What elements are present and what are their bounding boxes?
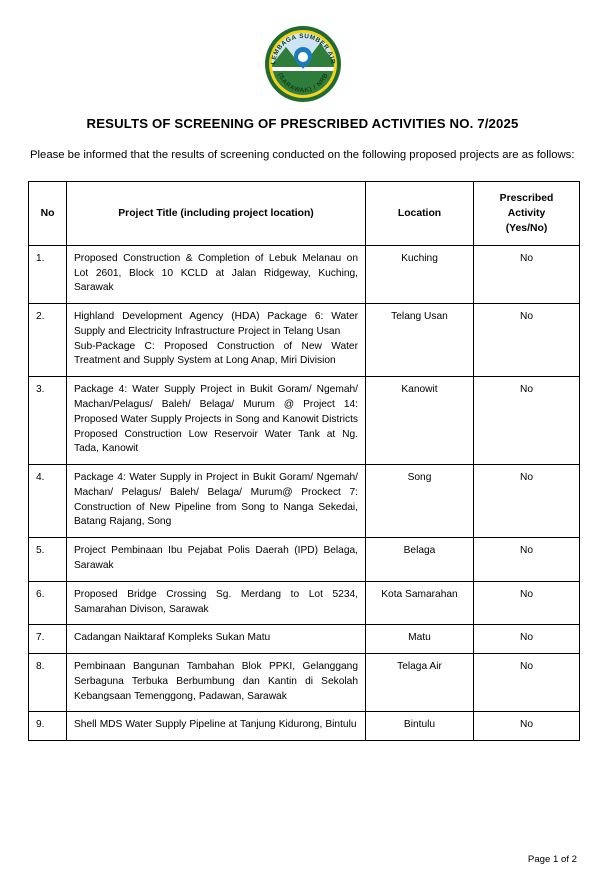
cell-prescribed-activity: No	[474, 304, 580, 377]
cell-no: 2.	[29, 304, 67, 377]
cell-no: 8.	[29, 654, 67, 712]
cell-prescribed-activity: No	[474, 581, 580, 625]
cell-prescribed-activity: No	[474, 538, 580, 582]
cell-project-title-part1: Highland Development Agency (HDA) Package 6: Water Supply and Electricity Infrastructure Project in Telang Usan	[74, 311, 358, 337]
cell-prescribed-activity: No	[474, 465, 580, 538]
cell-no: 5.	[29, 538, 67, 582]
cell-project-title: Package 4: Water Supply in Project in Bukit Goram/ Ngemah/ Machan/ Pelagus/ Baleh/ Belaga/ Murum@ Prockect 7: Construction of New Pipeline from Song to Nanga Sekedai, Batang Rajang, Song	[67, 465, 366, 538]
logo-band-text	[265, 26, 341, 102]
cell-project-title: Proposed Construction & Completion of Lebuk Melanau on Lot 2601, Block 10 KCLD at Jalan Ridgeway, Kuching, Sarawak	[67, 245, 366, 303]
cell-location: Matu	[366, 625, 474, 654]
screening-results-table	[28, 181, 580, 742]
cell-project-title: Project Pembinaan Ibu Pejabat Polis Daerah (IPD) Belaga, Sarawak	[67, 538, 366, 582]
cell-prescribed-activity: No	[474, 712, 580, 741]
column-header-activity-line2: Activity	[507, 207, 546, 219]
column-header-activity-line1: Prescribed	[499, 192, 554, 204]
cell-project-title: Shell MDS Water Supply Pipeline at Tanjung Kidurong, Bintulu	[67, 712, 366, 741]
column-header-prescribed-activity	[474, 181, 580, 245]
cell-prescribed-activity: No	[474, 377, 580, 465]
cell-location: Belaga	[366, 538, 474, 582]
logo-top-text: LEMBAGA SUMBER AIR	[269, 32, 336, 65]
cell-location: Song	[366, 465, 474, 538]
page-footer: Page 1 of 2	[527, 854, 577, 865]
table-row	[29, 581, 580, 625]
cell-prescribed-activity: No	[474, 625, 580, 654]
column-header-activity-line3: (Yes/No)	[505, 222, 548, 234]
column-header-no: No	[29, 181, 67, 245]
table-row	[29, 245, 580, 303]
cell-prescribed-activity: No	[474, 245, 580, 303]
cell-location: Kanowit	[366, 377, 474, 465]
cell-project-title: Pembinaan Bangunan Tambahan Blok PPKI, Gelanggang Serbaguna Terbuka Berbumbung dan Kantin di Sekolah Kebangsaan Temenggong, Padawan, Sarawak	[67, 654, 366, 712]
cell-no: 1.	[29, 245, 67, 303]
table-body	[29, 245, 580, 741]
table-row	[29, 465, 580, 538]
cell-project-title-part2: Sub-Package C: Proposed Construction of New Water Treatment and Supply System at Long Anap, Miri Division	[74, 340, 358, 367]
page-title: RESULTS OF SCREENING OF PRESCRIBED ACTIVITIES NO. 7/2025	[86, 116, 519, 131]
cell-project-title: Proposed Bridge Crossing Sg. Merdang to Lot 5234, Samarahan Divison, Sarawak	[67, 581, 366, 625]
column-header-project-title: Project Title (including project location)	[67, 181, 366, 245]
cell-no: 4.	[29, 465, 67, 538]
cell-no: 3.	[29, 377, 67, 465]
cell-no: 6.	[29, 581, 67, 625]
intro-paragraph: Please be informed that the results of screening conducted on the following proposed projects are as follows:	[30, 149, 575, 161]
cell-location: Telaga Air	[366, 654, 474, 712]
cell-location: Kuching	[366, 245, 474, 303]
table-header	[29, 181, 580, 245]
table-header-row	[29, 181, 580, 245]
logo-container	[28, 26, 577, 102]
logo-bottom-text: (SARAWAK) / NRB	[275, 71, 330, 95]
table-row	[29, 538, 580, 582]
cell-location: Kota Samarahan	[366, 581, 474, 625]
agency-logo-icon	[265, 26, 341, 102]
table-row	[29, 304, 580, 377]
table-row	[29, 654, 580, 712]
cell-location: Telang Usan	[366, 304, 474, 377]
table-row	[29, 377, 580, 465]
cell-prescribed-activity: No	[474, 654, 580, 712]
cell-project-title: Package 4: Water Supply Project in Bukit Goram/ Ngemah/ Machan/Pelagus/ Baleh/ Belaga/ Murum @ Project 14: Proposed Water Supply Projects in Song and Kanowit Districts Proposed Construction Low Reservoir Water Tank at Ng. Tada, Kanowit	[67, 377, 366, 465]
table-row	[29, 625, 580, 654]
cell-no: 7.	[29, 625, 67, 654]
cell-project-title	[67, 304, 366, 377]
cell-no: 9.	[29, 712, 67, 741]
cell-location: Bintulu	[366, 712, 474, 741]
table-row	[29, 712, 580, 741]
cell-project-title: Cadangan Naiktaraf Kompleks Sukan Matu	[67, 625, 366, 654]
column-header-location: Location	[366, 181, 474, 245]
